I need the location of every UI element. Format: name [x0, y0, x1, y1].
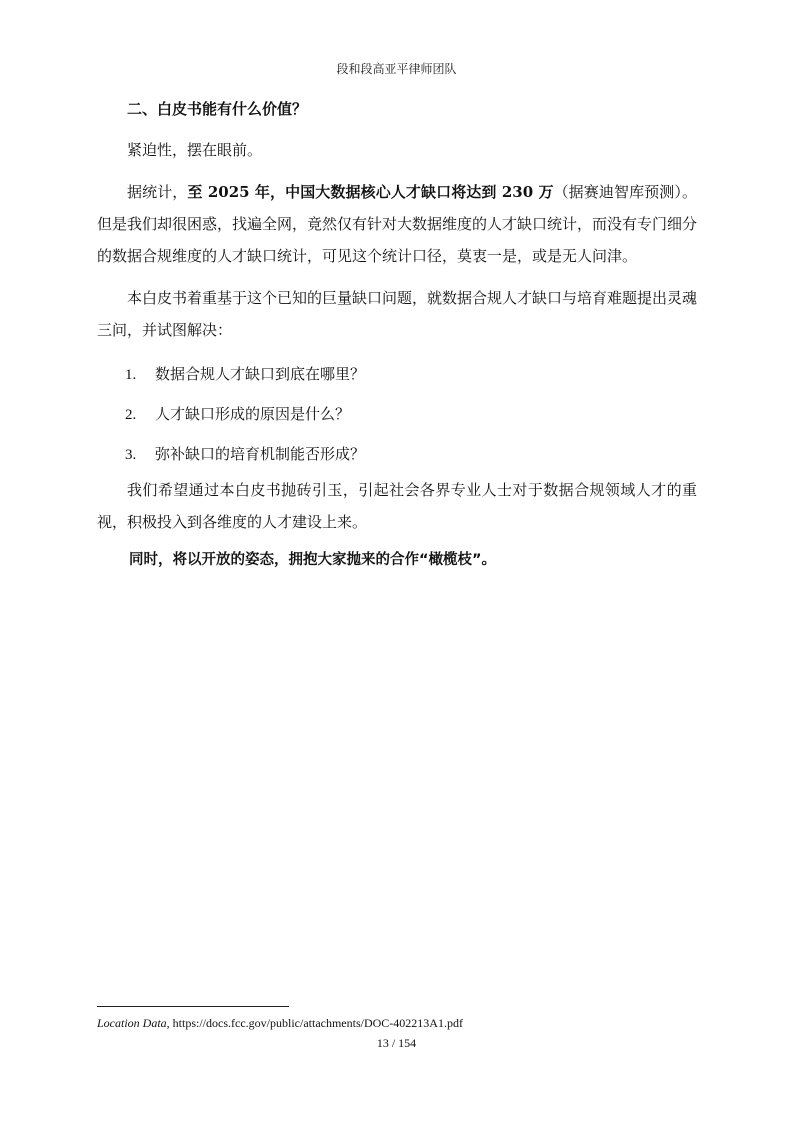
list-number: 3. — [125, 447, 137, 463]
list-item — [97, 354, 697, 394]
list-text: 数据合规人才缺口到底在哪里？ — [155, 365, 366, 383]
list-item — [97, 394, 697, 434]
page-header: 段和段高亚平律师团队 — [336, 62, 457, 76]
paragraph-hope: 我们希望通过本白皮书抛砖引玉，引起社会各界专业人士对于数据合规领域人才的重视，积极投入到各维度的人才建设上来。 — [97, 481, 697, 531]
list-text: 人才缺口形成的原因是什么？ — [155, 405, 351, 423]
footnote — [97, 1016, 463, 1031]
list-text: 弥补缺口的培育机制能否形成？ — [155, 445, 366, 463]
paragraph-urgency: 紧迫性，摆在眼前。 — [127, 141, 263, 159]
document-body — [97, 94, 697, 576]
question-list — [97, 354, 697, 474]
paragraph-statistics — [97, 176, 697, 272]
footnote-divider — [97, 1006, 289, 1007]
page-number: 13 / 154 — [376, 1036, 417, 1050]
list-number: 1. — [125, 367, 137, 383]
section-title: 二、白皮书能有什么价值？ — [127, 100, 308, 118]
footnote-link[interactable]: , https://docs.fcc.gov/public/attachments/DOC-402213A1.pdf — [166, 1016, 463, 1030]
statistics-lead: 据统计， — [127, 183, 188, 201]
paragraph-purpose: 本白皮书着重基于这个已知的巨量缺口问题，就数据合规人才缺口与培育难题提出灵魂三问，并试图解决： — [97, 289, 698, 339]
closing-statement: 同时，将以开放的姿态，拥抱大家抛来的合作“橄榄枝”。 — [129, 552, 497, 568]
list-item — [97, 434, 697, 474]
statistics-highlight: 至 2025 年，中国大数据核心人才缺口将达到 230 万 — [187, 183, 554, 201]
list-number: 2. — [125, 407, 137, 423]
statistics-rest: （据赛迪智库预测）。但是我们却很困惑，找遍全网，竟然仅有针对大数据维度的人才缺口统计，而没有专门细分的数据合规维度的人才缺口统计，可见这个统计口径，莫衷一是，或是无人问津。 — [97, 183, 698, 265]
footnote-title: Location Data — [97, 1016, 167, 1030]
